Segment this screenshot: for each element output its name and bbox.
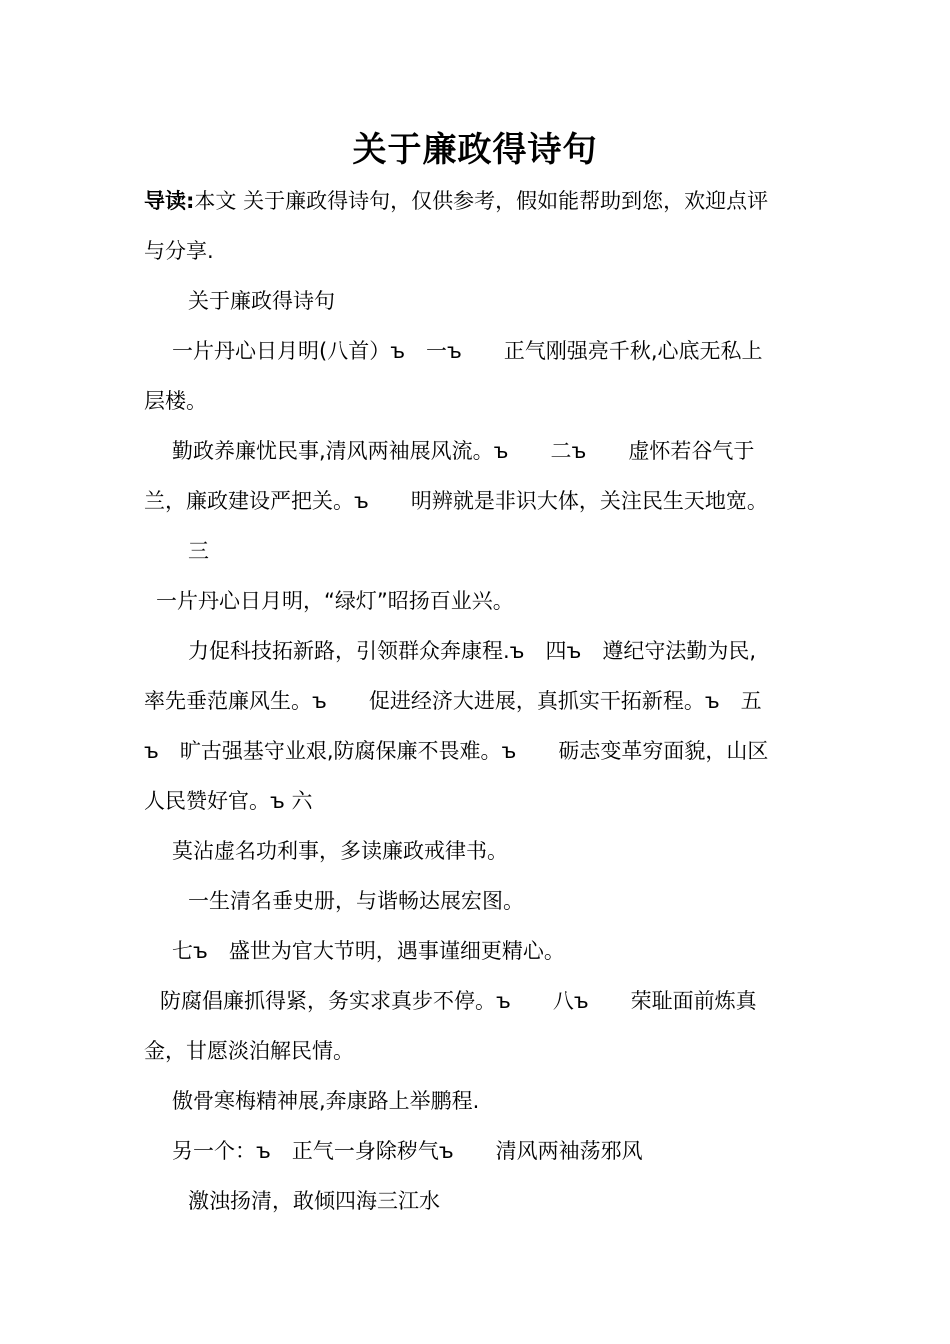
paragraph-line: 防腐倡廉抓得紧，务实求真步不停。ъ 八ъ 荣耻面前炼真 <box>160 989 757 1013</box>
paragraph-line: 另一个：ъ 正气一身除秽气ъ 清风两袖荡邪风 <box>172 1139 643 1163</box>
paragraph-line: 傲骨寒梅精神展,奔康路上举鹏程. <box>172 1089 480 1113</box>
paragraph-line: 关于廉政得诗句 <box>188 289 335 313</box>
lead-label: 导读: <box>144 189 195 213</box>
paragraph-line: 兰，廉政建设严把关。ъ 明辨就是非识大体，关注民生天地宽。 <box>144 489 768 513</box>
lead-line-1 <box>144 186 768 216</box>
paragraph-line: 人民赞好官。ъ 六 <box>144 789 313 813</box>
paragraph-line: 一片丹心日月明(八首）ъ 一ъ 正气刚强亮千秋,心底无私上 <box>172 339 763 363</box>
document-title: 关于廉政得诗句 <box>352 130 598 170</box>
paragraph-line: 率先垂范廉风生。ъ 促进经济大进展，真抓实干拓新程。ъ 五 <box>144 689 762 713</box>
paragraph-line: 层楼。 <box>144 389 207 413</box>
paragraph-line: 莫沾虚名功利事，多读廉政戒律书。 <box>172 839 508 863</box>
paragraph-line: ъ 旷古强基守业艰,防腐保廉不畏难。ъ 砺志变革穷面貌，山区 <box>144 739 769 763</box>
paragraph-line: 激浊扬清，敢倾四海三江水 <box>188 1189 440 1213</box>
paragraph-line: 金，甘愿淡泊解民情。 <box>144 1039 354 1063</box>
paragraph-line: 七ъ 盛世为官大节明，遇事谨细更精心。 <box>172 939 565 963</box>
paragraph-line: 一片丹心日月明，“绿灯”昭扬百业兴。 <box>156 589 514 613</box>
paragraph-line: 三 <box>188 539 209 563</box>
lead-line-2: 与分享. <box>144 239 214 263</box>
paragraph-line: 力促科技拓新路，引领群众奔康程.ъ 四ъ 遵纪守法勤为民, <box>188 639 757 663</box>
paragraph-line: 一生清名垂史册，与谐畅达展宏图。 <box>188 889 524 913</box>
paragraph-line: 勤政养廉忧民事,清风两袖展风流。ъ 二ъ 虚怀若谷气于 <box>172 439 755 463</box>
lead-text: 本文 关于廉政得诗句，仅供参考，假如能帮助到您，欢迎点评 <box>194 189 769 213</box>
